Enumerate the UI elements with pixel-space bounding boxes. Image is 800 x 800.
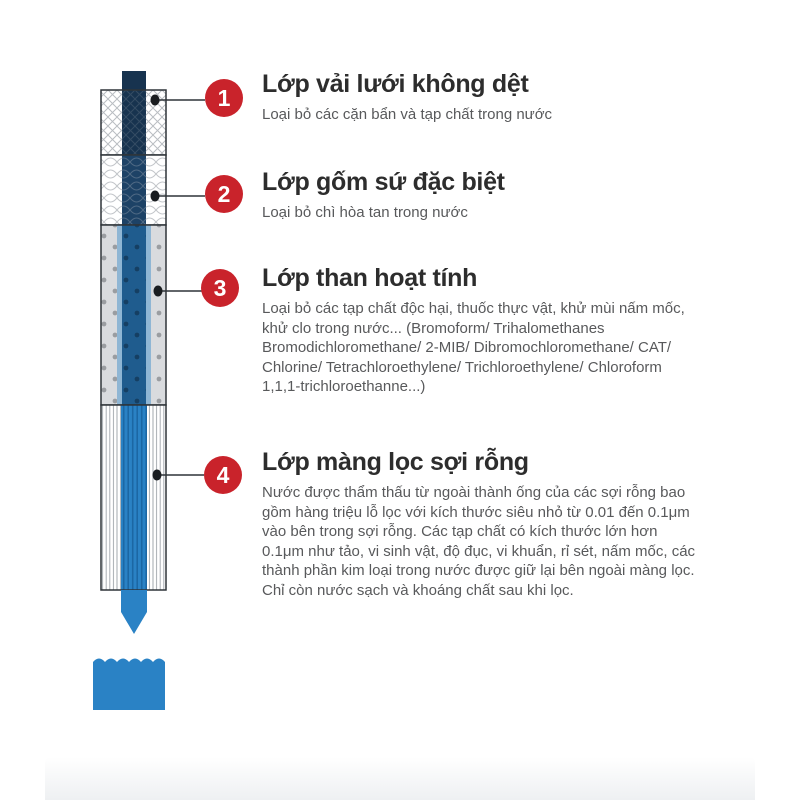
footer-shade-band	[45, 757, 755, 800]
layer-hollow-fiber-membrane	[101, 405, 166, 590]
section-ceramic	[262, 168, 692, 223]
section-title: Lớp màng lọc sợi rỗng	[262, 448, 529, 476]
section-description: Loại bỏ các tạp chất độc hại, thuốc thực vật, khử mùi nấm mốc, khử clo trong nước... (Bromoform/ Trihalomethanes Bromodichloromethane/ 2-MIB/ Dibromochloromethane/ CAT/ Chlorine/ Tetrachloroethylene/ Trichloroethylene/ Chloroform 1,1,1-trichloroethanne...)	[262, 300, 685, 395]
section-description: Nước được thẩm thấu từ ngoài thành ống của các sợi rỗng bao gồm hàng triệu lỗ lọc với kích thước siêu nhỏ từ 0.01 đến 0.1μm vào bên trong sợi rỗng. Các tạp chất có kích thước lớn hơn 0.1μm như tảo, vi sinh vật, độ đục, vi khuẩn, rỉ sét, nấm mốc, các thành phần kim loại trong nước được giữ lại bên ngoài màng lọc. Chỉ còn nước sạch và khoáng chất sau khi lọc.	[262, 484, 696, 599]
layer-activated-carbon	[101, 225, 166, 405]
section-title: Lớp than hoạt tính	[262, 264, 478, 292]
filtered-water-graphic	[93, 659, 165, 711]
layer-ceramic	[101, 155, 166, 225]
core-tube-top	[122, 71, 146, 91]
step-1-badge: 1	[205, 79, 243, 117]
step-3-badge: 3	[201, 269, 239, 307]
section-activated-carbon	[262, 264, 686, 397]
water-outlet-arrow	[121, 590, 147, 634]
section-description: Loại bỏ chì hòa tan trong nước	[262, 204, 468, 221]
step-4-badge: 4	[204, 456, 242, 494]
section-mesh-fabric	[262, 70, 692, 125]
section-title: Lớp gốm sứ đặc biệt	[262, 168, 505, 196]
step-2-badge: 2	[205, 175, 243, 213]
section-hollow-fiber	[262, 448, 696, 600]
section-title: Lớp vải lưới không dệt	[262, 70, 529, 98]
section-description: Loại bỏ các cặn bẩn và tạp chất trong nước	[262, 106, 553, 123]
